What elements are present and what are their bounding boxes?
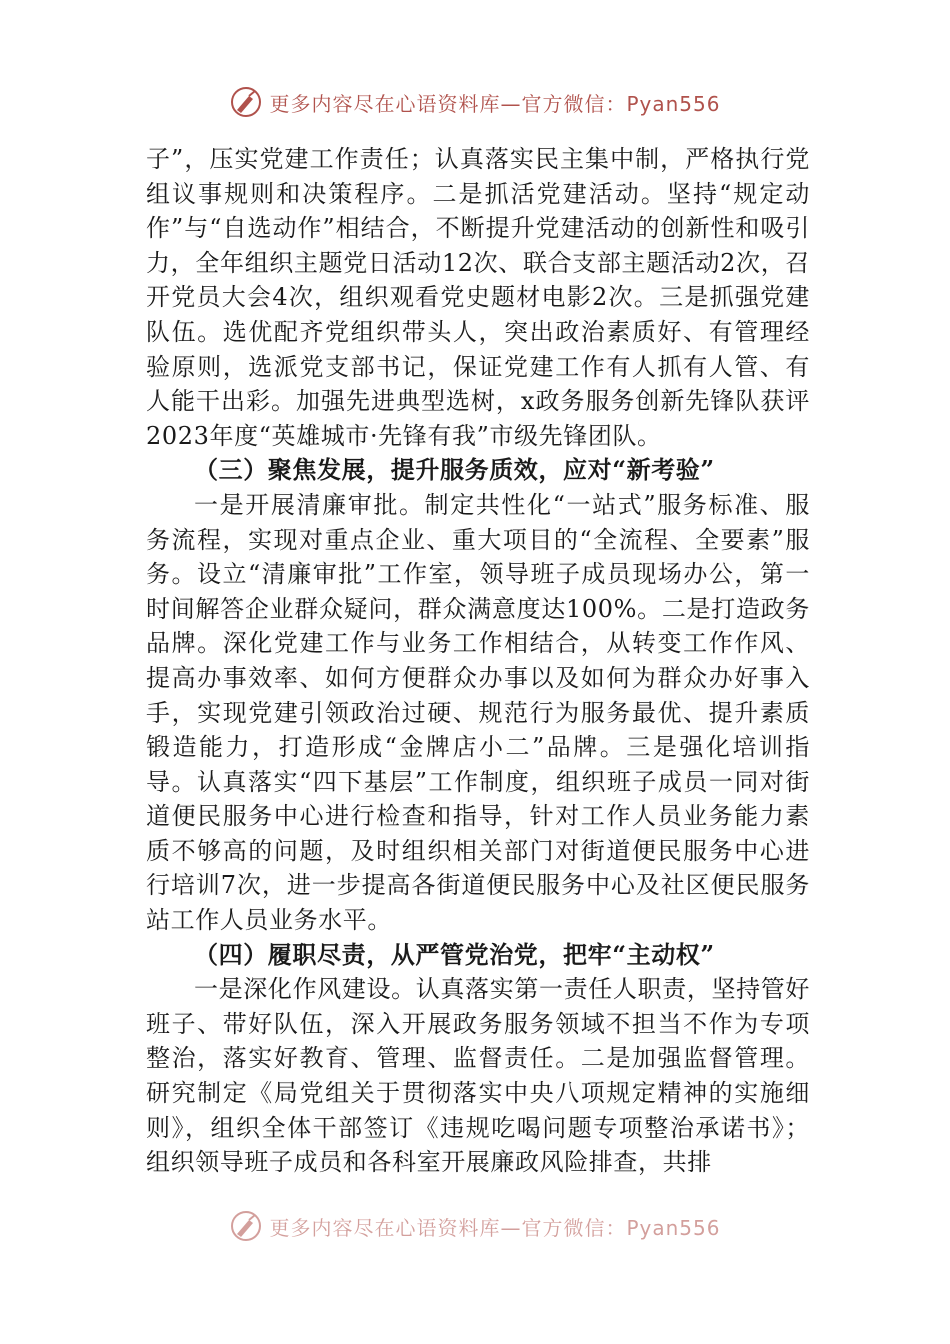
watermark-text: 更多内容尽在心语资料库—官方微信：Pyan556: [269, 1215, 721, 1240]
pen-circle-icon: [229, 85, 263, 119]
watermark-footer: [0, 1206, 950, 1246]
paragraph-continuation: 子”，压实党建工作责任；认真落实民主集中制，严格执行党组议事规则和决策程序。二是抓活党建活动。坚持“规定动作”与“自选动作”相结合，不断提升党建活动的创新性和吸引力，全年组织主题党日活动12次、联合支部主题活动2次，召开党员大会4次，组织观看党史题材电影2次。三是抓强党建队伍。选优配齐党组织带头人，突出政治素质好、有管理经验原则，选派党支部书记，保证党建工作有人抓有人管、有人能干出彩。加强先进典型选树，x政务服务创新先锋队获评2023年度“英雄城市·先锋有我”市级先锋团队。: [146, 145, 810, 450]
section-heading-3: （三）聚焦发展，提升服务质效，应对“新考验”: [194, 455, 715, 485]
watermark-header: [0, 82, 950, 122]
section-heading-4: （四）履职尽责，从严管党治党，把牢“主动权”: [194, 939, 715, 969]
pen-circle-icon: [229, 1209, 263, 1243]
paragraph-section-4: 一是深化作风建设。认真落实第一责任人职责，坚持管好班子、带好队伍，深入开展政务服务领域不担当不作为专项整治，落实好教育、管理、监督责任。二是加强监督管理。研究制定《局党组关于贯彻落实中央八项规定精神的实施细则》，组织全体干部签订《违规吃喝问题专项整治承诺书》；组织领导班子成员和各科室开展廉政风险排查，共排: [146, 975, 810, 1177]
watermark-text: 更多内容尽在心语资料库—官方微信：Pyan556: [269, 91, 721, 116]
document-body: [146, 142, 810, 1180]
paragraph-section-3: 一是开展清廉审批。制定共性化“一站式”服务标准、服务流程，实现对重点企业、重大项目的“全流程、全要素”服务。设立“清廉审批”工作室，领导班子成员现场办公，第一时间解答企业群众疑问，群众满意度达100%。二是打造政务品牌。深化党建工作与业务工作相结合，从转变工作作风、提高办事效率、如何方便群众办事以及如何为群众办好事入手，实现党建引领政治过硬、规范行为服务最优、提升素质锻造能力，打造形成“金牌店小二”品牌。三是强化培训指导。认真落实“四下基层”工作制度，组织班子成员一同对街道便民服务中心进行检查和指导，针对工作人员业务能力素质不够高的问题，及时组织相关部门对街道便民服务中心进行培训7次，进一步提高各街道便民服务中心及社区便民服务站工作人员业务水平。: [146, 490, 810, 935]
